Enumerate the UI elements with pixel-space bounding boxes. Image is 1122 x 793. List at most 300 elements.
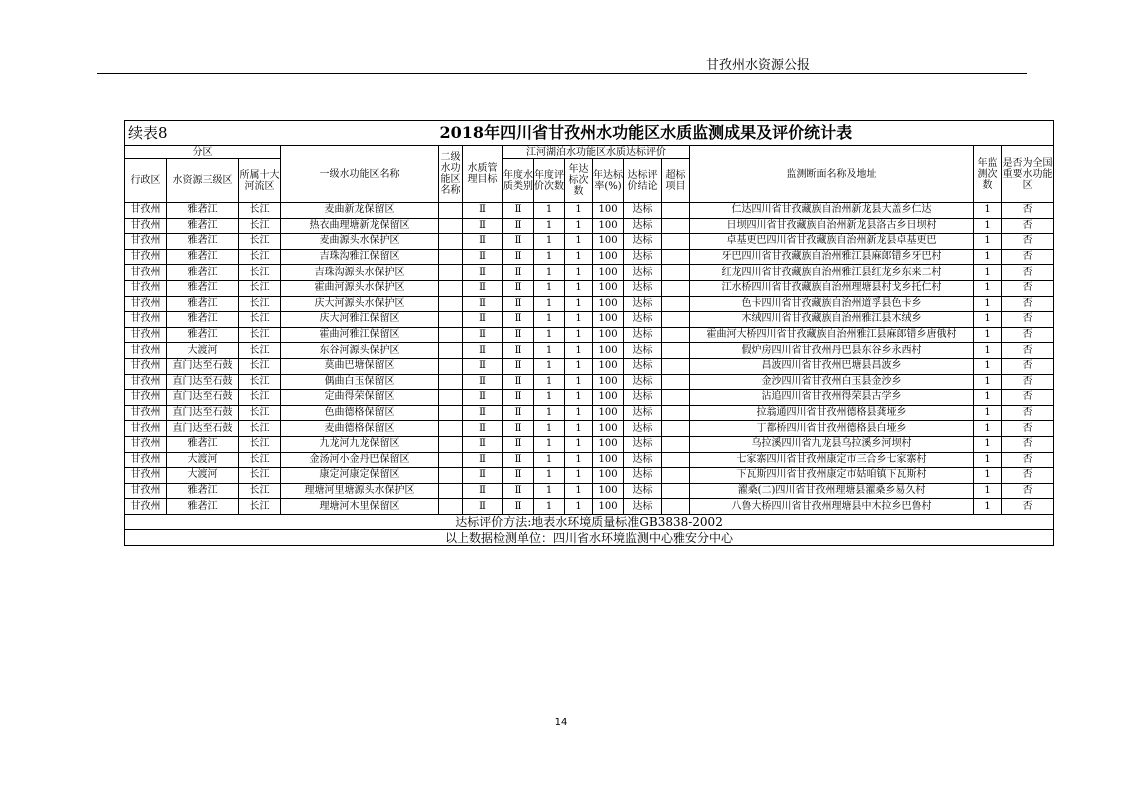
table-cell: 1 [565, 265, 593, 281]
table-cell [662, 421, 690, 437]
table-cell: Ⅱ [503, 203, 534, 219]
table-cell: Ⅱ [503, 358, 534, 374]
col-header-jielun: 达标评价结论 [624, 159, 662, 203]
table-cell: 否 [1002, 234, 1054, 250]
col-header-sanji: 水资源三级区 [167, 159, 239, 203]
col-header-erji: 二级水功能区名称 [439, 146, 463, 203]
table-cell: 拉翁通四川省甘孜州德格县龚垭乡 [690, 405, 974, 421]
table-cell: 长江 [239, 452, 281, 468]
table-cell: 达标 [624, 499, 662, 515]
table-cell: 100 [593, 265, 624, 281]
table-cell: 长江 [239, 327, 281, 343]
table-cell [662, 436, 690, 452]
table-cell: 否 [1002, 249, 1054, 265]
table-cell: 1 [974, 374, 1002, 390]
table-cell: 长江 [239, 421, 281, 437]
table-cell: 沾追四川省甘孜州得荣县古学乡 [690, 390, 974, 406]
table-cell: 甘孜州 [125, 436, 167, 452]
table-cell: 1 [974, 312, 1002, 328]
table-row [125, 296, 1054, 312]
table-cell: 1 [565, 421, 593, 437]
table-label: 续表8 [125, 121, 239, 146]
table-cell: 1 [974, 249, 1002, 265]
table-cell: 雅砻江 [167, 218, 239, 234]
table-cell [662, 374, 690, 390]
table-cell: 1 [974, 468, 1002, 484]
col-header-duanmian: 监测断面名称及地址 [690, 146, 974, 203]
table-cell: Ⅱ [503, 374, 534, 390]
table-cell: 达标 [624, 280, 662, 296]
table-cell: 大渡河 [167, 468, 239, 484]
table-cell: 1 [565, 296, 593, 312]
table-cell: 1 [565, 249, 593, 265]
table-cell: 吉珠沟雅江保留区 [281, 249, 439, 265]
table-cell: 达标 [624, 452, 662, 468]
table-cell: 金汤河小金丹巴保留区 [281, 452, 439, 468]
table-cell: 否 [1002, 452, 1054, 468]
table-cell [439, 203, 463, 219]
table-cell: 吉珠沟源头水保护区 [281, 265, 439, 281]
table-cell [662, 343, 690, 359]
table-cell: Ⅱ [503, 265, 534, 281]
table-cell: 1 [534, 499, 565, 515]
table-cell: 否 [1002, 468, 1054, 484]
table-cell: 1 [974, 296, 1002, 312]
table-cell: Ⅱ [463, 436, 503, 452]
table-cell: 达标 [624, 358, 662, 374]
note-method: 达标评价方法:地表水环境质量标准GB3838-2002 [125, 514, 1054, 530]
table-cell: 1 [974, 358, 1002, 374]
table-cell [439, 405, 463, 421]
table-cell [662, 483, 690, 499]
col-header-xingzheng: 行政区 [125, 159, 167, 203]
table-cell [662, 327, 690, 343]
table-row [125, 312, 1054, 328]
table-cell: 假炉房四川省甘孜州丹巴县东谷乡永西村 [690, 343, 974, 359]
table-cell [662, 312, 690, 328]
note-row [125, 530, 1054, 546]
table-cell: 大渡河 [167, 452, 239, 468]
table-cell: 热衣曲理塘新龙保留区 [281, 218, 439, 234]
table-cell: 达标 [624, 483, 662, 499]
table-title: 2018年四川省甘孜州水功能区水质监测成果及评价统计表 [239, 121, 1054, 146]
table-cell: 长江 [239, 312, 281, 328]
table-cell: Ⅱ [503, 327, 534, 343]
table-cell: 1 [974, 203, 1002, 219]
table-cell: 长江 [239, 296, 281, 312]
table-row [125, 452, 1054, 468]
table-cell: 1 [534, 374, 565, 390]
table-cell: 否 [1002, 374, 1054, 390]
table-cell: 濯桑(二)四川省甘孜州理塘县濯桑乡易久村 [690, 483, 974, 499]
table-cell: 雅砻江 [167, 483, 239, 499]
table-cell: 1 [534, 436, 565, 452]
statistics-table [124, 120, 1054, 546]
table-cell: 100 [593, 452, 624, 468]
table-cell: 长江 [239, 203, 281, 219]
table-cell: 1 [565, 499, 593, 515]
table-cell: 霍曲河大桥四川省甘孜藏族自治州雅江县麻郎错乡唐俄村 [690, 327, 974, 343]
col-header-mubiao: 水质管理目标 [463, 146, 503, 203]
table-cell: 理塘河里塘源头水保护区 [281, 483, 439, 499]
table-cell: 雅砻江 [167, 436, 239, 452]
table-cell: 100 [593, 468, 624, 484]
group-header-fenqu: 分区 [125, 146, 281, 159]
header-title: 甘孜州水资源公报 [706, 58, 811, 73]
table-cell: 康定河康定保留区 [281, 468, 439, 484]
table-cell: 1 [565, 234, 593, 250]
table-cell: 达标 [624, 312, 662, 328]
page-number: 14 [554, 717, 568, 728]
table-row [125, 265, 1054, 281]
table-cell [439, 499, 463, 515]
table-cell: Ⅱ [503, 234, 534, 250]
table-cell: 100 [593, 249, 624, 265]
table-cell: 甘孜州 [125, 421, 167, 437]
table-cell: 甘孜州 [125, 390, 167, 406]
table-cell [439, 296, 463, 312]
table-cell: 甘孜州 [125, 265, 167, 281]
table-cell: Ⅱ [463, 483, 503, 499]
table-cell: 1 [534, 203, 565, 219]
table-cell: 100 [593, 358, 624, 374]
table-cell: 否 [1002, 296, 1054, 312]
table-cell: 1 [565, 468, 593, 484]
table-cell: 否 [1002, 203, 1054, 219]
table-cell: 1 [974, 499, 1002, 515]
table-cell [439, 327, 463, 343]
table-cell: Ⅱ [463, 312, 503, 328]
table-cell: 1 [534, 234, 565, 250]
table-cell: Ⅱ [503, 421, 534, 437]
col-header-lv: 年达标率(%) [593, 159, 624, 203]
table-cell: 甘孜州 [125, 452, 167, 468]
table-cell: 长江 [239, 390, 281, 406]
table-cell [662, 234, 690, 250]
table-cell [439, 358, 463, 374]
table-cell: 长江 [239, 436, 281, 452]
table-cell: Ⅱ [503, 483, 534, 499]
table-cell: 达标 [624, 405, 662, 421]
table-cell: 雅砻江 [167, 234, 239, 250]
table-cell [439, 280, 463, 296]
table-row [125, 358, 1054, 374]
table-cell: Ⅱ [463, 343, 503, 359]
table-cell: 1 [534, 390, 565, 406]
table-cell: 1 [534, 327, 565, 343]
table-row [125, 436, 1054, 452]
table-cell: 100 [593, 374, 624, 390]
table-cell: Ⅱ [503, 405, 534, 421]
table-cell: 昌波四川省甘孜州巴塘县昌波乡 [690, 358, 974, 374]
table-cell: 雅砻江 [167, 203, 239, 219]
table-cell: 1 [534, 265, 565, 281]
table-cell: 否 [1002, 312, 1054, 328]
table-cell: 甘孜州 [125, 296, 167, 312]
table-cell: 雅砻江 [167, 249, 239, 265]
table-cell: 1 [534, 280, 565, 296]
table-cell [439, 436, 463, 452]
table-cell: 1 [534, 312, 565, 328]
table-cell [662, 358, 690, 374]
table-cell: Ⅱ [463, 468, 503, 484]
table-cell: 否 [1002, 499, 1054, 515]
table-cell: 达标 [624, 327, 662, 343]
table-row [125, 390, 1054, 406]
table-cell: Ⅱ [463, 234, 503, 250]
table-cell [662, 468, 690, 484]
table-cell: 雅砻江 [167, 296, 239, 312]
table-cell: 100 [593, 343, 624, 359]
table-cell: 达标 [624, 234, 662, 250]
table-cell: 1 [565, 358, 593, 374]
table-cell: 长江 [239, 468, 281, 484]
col-header-chaobiao: 超标项目 [662, 159, 690, 203]
table-cell: 100 [593, 499, 624, 515]
table-cell: 仁达四川省甘孜藏族自治州新龙县大盖乡仁达 [690, 203, 974, 219]
table-cell [439, 218, 463, 234]
table-cell: 否 [1002, 343, 1054, 359]
table-cell: 否 [1002, 405, 1054, 421]
table-cell: 麦曲新龙保留区 [281, 203, 439, 219]
table-cell: 达标 [624, 421, 662, 437]
table-cell: 甘孜州 [125, 234, 167, 250]
col-header-yiji: 一级水功能区名称 [281, 146, 439, 203]
statistics-table-container [124, 120, 1053, 546]
table-cell: 色卡四川省甘孜藏族自治州道孚县色卡乡 [690, 296, 974, 312]
table-cell: 直门达至石鼓 [167, 421, 239, 437]
col-header-zhongyao: 是否为全国重要水功能区 [1002, 146, 1054, 203]
table-cell [439, 374, 463, 390]
col-header-leibie: 年度水质类别 [503, 159, 534, 203]
table-cell: 日坝四川省甘孜藏族自治州新龙县洛古乡日坝村 [690, 218, 974, 234]
table-row [125, 280, 1054, 296]
table-cell: 达标 [624, 374, 662, 390]
table-cell: Ⅱ [503, 468, 534, 484]
table-cell: 莫曲巴塘保留区 [281, 358, 439, 374]
table-cell: 1 [974, 390, 1002, 406]
table-cell: Ⅱ [463, 327, 503, 343]
table-cell [439, 468, 463, 484]
table-cell: 长江 [239, 405, 281, 421]
table-cell: 100 [593, 483, 624, 499]
table-cell: 霍曲河雅江保留区 [281, 327, 439, 343]
group-header-pingjia: 江河湖泊水功能区水质达标评价 [503, 146, 690, 159]
table-cell: 1 [534, 358, 565, 374]
table-cell: 下瓦斯四川省甘孜州康定市姑咱镇下瓦斯村 [690, 468, 974, 484]
table-cell: 甘孜州 [125, 203, 167, 219]
table-cell: Ⅱ [463, 452, 503, 468]
table-cell: 大渡河 [167, 343, 239, 359]
table-cell: 长江 [239, 499, 281, 515]
table-cell: 直门达至石鼓 [167, 390, 239, 406]
table-cell: 1 [534, 218, 565, 234]
table-row [125, 327, 1054, 343]
table-row [125, 218, 1054, 234]
table-cell: Ⅱ [463, 280, 503, 296]
table-cell: 100 [593, 421, 624, 437]
table-cell: 色曲德格保留区 [281, 405, 439, 421]
table-cell: 长江 [239, 265, 281, 281]
table-cell: 否 [1002, 390, 1054, 406]
table-cell: Ⅱ [503, 218, 534, 234]
table-cell: 1 [565, 390, 593, 406]
table-cell: 1 [974, 483, 1002, 499]
table-cell: 达标 [624, 218, 662, 234]
table-cell: Ⅱ [463, 218, 503, 234]
table-cell: 1 [974, 265, 1002, 281]
table-cell [662, 499, 690, 515]
table-cell: 达标 [624, 468, 662, 484]
table-cell: 1 [565, 312, 593, 328]
table-cell: 麦曲源头水保护区 [281, 234, 439, 250]
table-cell: 甘孜州 [125, 280, 167, 296]
table-cell: 达标 [624, 249, 662, 265]
table-cell: 九龙河九龙保留区 [281, 436, 439, 452]
table-cell: 1 [974, 327, 1002, 343]
table-cell: 甘孜州 [125, 218, 167, 234]
table-cell: 1 [974, 436, 1002, 452]
table-cell: 1 [534, 405, 565, 421]
table-cell [662, 265, 690, 281]
table-cell: 1 [534, 249, 565, 265]
table-cell: Ⅱ [503, 390, 534, 406]
table-cell: 否 [1002, 218, 1054, 234]
table-cell [662, 405, 690, 421]
table-cell: 1 [565, 452, 593, 468]
table-cell: 1 [534, 452, 565, 468]
table-cell: Ⅱ [463, 390, 503, 406]
table-cell [439, 483, 463, 499]
table-cell: 达标 [624, 203, 662, 219]
table-cell: 1 [974, 452, 1002, 468]
table-cell: 否 [1002, 265, 1054, 281]
table-cell: 1 [534, 483, 565, 499]
table-cell: Ⅱ [463, 405, 503, 421]
table-cell: 否 [1002, 421, 1054, 437]
table-cell: 丁都桥四川省甘孜州德格县白垭乡 [690, 421, 974, 437]
table-cell: 理塘河木里保留区 [281, 499, 439, 515]
table-cell: 七家寨四川省甘孜州康定市三合乡七家寨村 [690, 452, 974, 468]
table-cell: 甘孜州 [125, 358, 167, 374]
col-header-cishu: 年度评价次数 [534, 159, 565, 203]
table-cell: Ⅱ [463, 358, 503, 374]
table-cell: 否 [1002, 327, 1054, 343]
table-cell: 1 [974, 343, 1002, 359]
table-cell: 长江 [239, 343, 281, 359]
table-cell: Ⅱ [463, 265, 503, 281]
table-cell [439, 265, 463, 281]
table-cell: 达标 [624, 436, 662, 452]
table-cell [439, 249, 463, 265]
table-cell: 长江 [239, 218, 281, 234]
table-cell: 达标 [624, 343, 662, 359]
table-cell: 雅砻江 [167, 312, 239, 328]
table-cell: 1 [565, 483, 593, 499]
table-cell: 甘孜州 [125, 327, 167, 343]
table-cell: 雅砻江 [167, 280, 239, 296]
table-cell: 达标 [624, 296, 662, 312]
col-header-dabiao: 年达标次数 [565, 159, 593, 203]
table-cell: 雅砻江 [167, 265, 239, 281]
table-cell: 1 [534, 296, 565, 312]
col-header-jiancecishu: 年监测次数 [974, 146, 1002, 203]
table-cell: 甘孜州 [125, 468, 167, 484]
table-cell: 长江 [239, 249, 281, 265]
table-cell: 1 [565, 327, 593, 343]
table-cell: 雅砻江 [167, 327, 239, 343]
table-cell: 1 [565, 436, 593, 452]
table-cell [439, 452, 463, 468]
table-cell: 甘孜州 [125, 312, 167, 328]
table-row [125, 405, 1054, 421]
table-cell: 1 [565, 405, 593, 421]
table-cell: 东谷河源头保护区 [281, 343, 439, 359]
table-cell: 1 [974, 280, 1002, 296]
table-cell: 甘孜州 [125, 374, 167, 390]
table-row [125, 249, 1054, 265]
table-cell: 长江 [239, 374, 281, 390]
table-row [125, 203, 1054, 219]
table-cell: Ⅱ [503, 296, 534, 312]
table-cell [662, 218, 690, 234]
table-cell [662, 452, 690, 468]
table-cell: 100 [593, 296, 624, 312]
table-cell: 牙巴四川省甘孜藏族自治州雅江县麻郎错乡牙巴村 [690, 249, 974, 265]
table-cell: 100 [593, 327, 624, 343]
table-cell: 直门达至石鼓 [167, 405, 239, 421]
table-cell: 100 [593, 312, 624, 328]
table-cell: 长江 [239, 234, 281, 250]
table-cell: 1 [534, 343, 565, 359]
table-cell: 庆大河雅江保留区 [281, 312, 439, 328]
table-cell: Ⅱ [463, 249, 503, 265]
table-cell: 甘孜州 [125, 405, 167, 421]
table-cell: 直门达至石鼓 [167, 374, 239, 390]
table-cell: 达标 [624, 265, 662, 281]
table-cell: 1 [974, 234, 1002, 250]
table-cell: Ⅱ [503, 499, 534, 515]
table-row [125, 374, 1054, 390]
table-cell: 甘孜州 [125, 483, 167, 499]
table-cell: 1 [565, 374, 593, 390]
table-row [125, 421, 1054, 437]
table-cell: 否 [1002, 483, 1054, 499]
table-cell: 直门达至石鼓 [167, 358, 239, 374]
table-row [125, 499, 1054, 515]
table-cell: 100 [593, 436, 624, 452]
table-cell: 1 [974, 405, 1002, 421]
table-cell: 长江 [239, 358, 281, 374]
table-cell: 100 [593, 280, 624, 296]
table-cell: 长江 [239, 483, 281, 499]
note-row [125, 514, 1054, 530]
table-cell: Ⅱ [463, 499, 503, 515]
table-cell: 1 [565, 343, 593, 359]
table-cell: 达标 [624, 390, 662, 406]
table-cell: Ⅱ [503, 436, 534, 452]
table-cell: Ⅱ [463, 374, 503, 390]
table-cell: Ⅱ [463, 203, 503, 219]
table-row [125, 483, 1054, 499]
table-cell: Ⅱ [503, 249, 534, 265]
table-cell: 庆大河源头水保护区 [281, 296, 439, 312]
table-cell: 偶曲白玉保留区 [281, 374, 439, 390]
table-row [125, 468, 1054, 484]
table-cell [439, 390, 463, 406]
table-cell: 1 [534, 421, 565, 437]
table-cell: Ⅱ [503, 452, 534, 468]
